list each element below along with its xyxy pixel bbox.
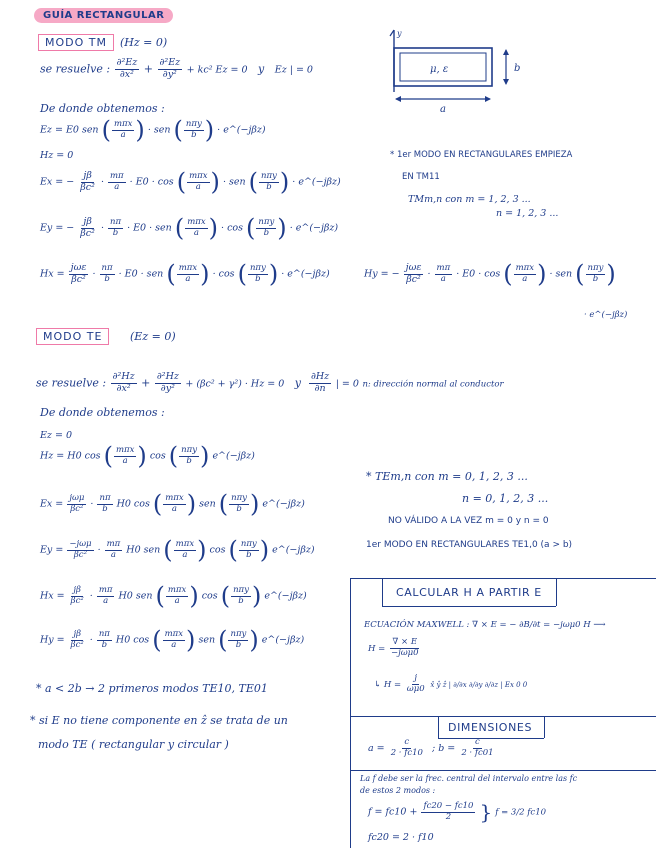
tm-ey-npy-den: b <box>263 227 270 238</box>
te-hy-npy-num: nπy <box>230 628 247 639</box>
calc-title-left-border <box>382 578 383 606</box>
tm-ey-mpx-den: a <box>193 227 199 238</box>
calc-title: CALCULAR H A PARTIR E <box>396 586 542 599</box>
dims-a-num: c <box>404 737 410 747</box>
calc-box-left-border <box>350 578 351 848</box>
dims-title: DIMENSIONES <box>448 721 533 734</box>
tm-hz-zero: Hz = 0 <box>40 150 74 161</box>
te-frac-2-num: ∂²Hz <box>156 371 179 382</box>
te-hx-lhs: Hx = <box>40 590 65 602</box>
dims-equations <box>368 738 497 759</box>
te-hy-np-num: nπ <box>98 628 110 639</box>
calc-h-lhs: H = <box>368 643 386 654</box>
mode-tm-label: MODO TM <box>38 34 114 51</box>
te-ex-lhs: Ex = <box>40 498 64 510</box>
te-note-first-mode: 1er MODO EN RECTANGULARES TE1,0 (a > b) <box>366 540 573 550</box>
te-hy-npy-den: b <box>235 639 242 650</box>
tm-frac-2-num: ∂²Ez <box>159 57 181 68</box>
tm-note-first-mode: * 1er MODO EN RECTANGULARES EMPIEZA <box>390 150 573 160</box>
tm-ex-e0cos: · E0 · cos <box>129 176 174 188</box>
tm-hx-jwe-num: jωε <box>70 261 87 273</box>
te-ey-bc2-den: βc² <box>73 549 87 560</box>
te-ex-bc2-den: βc² <box>70 503 84 514</box>
freq-num: fc20 − fc10 <box>423 800 474 811</box>
te-ey-cos: cos <box>209 544 226 556</box>
te-ex-np-den: b <box>102 503 108 514</box>
waveguide-diagram <box>384 26 534 114</box>
dims-title-right-border <box>544 716 545 738</box>
tm-hx-e0sen: · E0 · sen <box>118 268 164 280</box>
te-ey-equation: Ey = $\frac{\text{−jωμ}}{\text{βc²}}$ · $\frac{m\pi}{a}$ H0 sen ( $\frac{\text{mπx}}{a}$ ) cos ( $\frac{\text{nπy}}{b}$ ) e^(−jβz) <box>40 536 315 564</box>
tm-ex-jb-num: jβ <box>83 169 92 181</box>
tm-hx-exp: · e^(−jβz) <box>281 268 330 280</box>
te-hx-npy-num: nπy <box>233 584 249 595</box>
tm-ey-mpx-num: mπx <box>187 216 206 227</box>
tm-frac-1-num: ∂²Ez <box>116 57 138 68</box>
tm-frac-2 <box>158 58 183 81</box>
te-ex-sen: sen <box>199 498 216 510</box>
tm-ey-jb-den: βc² <box>80 227 95 239</box>
te-hy-mpx-den: a <box>171 639 177 650</box>
tm-frac-2-den: ∂y² <box>162 68 177 80</box>
te-hy-mpx-num: mπx <box>164 628 184 639</box>
tm-ez-mpx-num: mπx <box>113 118 133 129</box>
te-bc-rest: | = 0 <box>335 378 359 390</box>
diagram-material-label: μ, ε <box>430 64 449 75</box>
te-ex-npy-den: b <box>236 503 242 514</box>
freq-note-2: de estos 2 modos : <box>360 786 436 795</box>
calc-h-determinant <box>374 674 527 695</box>
te-hy-h0cos: H0 cos <box>115 634 150 646</box>
tm-ex-exp: · e^(−jβz) <box>292 176 341 188</box>
tm-ex-mpx-num: mπx <box>189 170 208 181</box>
diagram-b-label: b <box>514 63 521 74</box>
te-ey-npy-den: b <box>246 549 252 560</box>
tm-hy-e0cos: · E0 · cos <box>456 268 501 280</box>
tm-ex-mp-den: a <box>114 181 120 192</box>
te-foot-no-z-component: * si E no tiene componente en ẑ se trata de un <box>30 714 288 727</box>
te-ey-lhs: Ey = <box>40 544 64 556</box>
te-ey-mp-den: a <box>110 549 116 560</box>
tm-ez-exp: · e^(−jβz) <box>217 124 266 136</box>
tm-hx-np-num: nπ <box>101 262 113 273</box>
te-ex-h0cos: H0 cos <box>116 498 150 510</box>
tm-hx-equation: Hx = $\frac{\text{jωε}}{\text{βc²}}$ · $\frac{n\pi}{b}$ · E0 · sen ( $\frac{\text{mπx}}{a}$ ) · cos ( $\frac{\text{nπy}}{b}$ ) · e^(−jβz) <box>40 260 330 288</box>
te-ez-zero: Ez = 0 <box>40 430 72 441</box>
tm-hx-lhs: Hx = <box>40 268 65 280</box>
te-hx-mp-num: mπ <box>98 584 113 595</box>
tm-hx-cos: · cos <box>212 268 235 280</box>
tm-hy-mpx-num: mπx <box>515 262 535 273</box>
te-ey-h0sen: H0 sen <box>126 544 161 556</box>
dims-a-lhs: a = <box>368 742 385 754</box>
tm-hy-npy-den: b <box>592 273 599 284</box>
calc-h-formula <box>368 638 422 659</box>
tm-eq-rest: + kc² Ez = 0 <box>186 64 248 76</box>
te-normal-direction: n: dirección normal al conductor <box>362 379 504 390</box>
te-foot-two-modes: * a < 2b → 2 primeros modos TE10, TE01 <box>36 682 268 695</box>
tm-ex-equation: Ex = − $\frac{j\beta}{\text{βc²}}$ · $\frac{m\pi}{a}$ · E0 · cos ( $\frac{\text{mπx}}{a}$ ) · sen ( $\frac{\text{nπy}}{b}$ ) · e^(−jβz) <box>40 168 341 196</box>
te-ex-mpx-num: mπx <box>165 492 184 503</box>
te-hx-mpx-den: a <box>174 595 180 606</box>
freq-den: 2 <box>445 811 452 822</box>
te-resuelve: se resuelve : <box>36 376 107 390</box>
te-ex-jwu-num: jωμ <box>69 492 85 503</box>
tm-hy-mp-den: a <box>440 273 446 284</box>
te-note-n-values: n = 0, 1, 2, 3 ... <box>462 492 549 505</box>
tm-note-tm11: EN TM11 <box>402 172 440 182</box>
calc-h2-den: ωμ0 <box>406 683 425 694</box>
te-bc-den: ∂n <box>314 382 326 394</box>
te-eq-rest: + (βc² + γ²) · Hz = 0 <box>185 378 285 390</box>
freq-lhs: f = fc10 + <box>368 806 418 818</box>
te-hz-npy-den: b <box>186 455 192 466</box>
calc-h2-lhs: ↳ H = <box>374 679 402 690</box>
te-ex-mpx-den: a <box>171 503 177 514</box>
te-hy-lhs: Hy = <box>40 634 65 646</box>
tm-hx-npy-den: b <box>255 273 261 284</box>
tm-ez-equation: Ez = E0 sen ( $\frac{\text{mπx}}{a}$ ) · sen ( $\frac{\text{nπy}}{b}$ ) · e^(−jβz) <box>40 116 266 144</box>
tm-hy-mpx-den: a <box>522 273 528 284</box>
te-ey-mp-num: mπ <box>106 538 121 549</box>
te-note-not-valid: NO VÁLIDO A LA VEZ m = 0 y n = 0 <box>388 516 549 526</box>
calc-maxwell: ECUACIÓN MAXWELL : ∇ × E = − ∂B/∂t = −jωμ0 H ⟶ <box>364 620 606 630</box>
tm-condition: (Hz = 0) <box>120 36 168 49</box>
te-ex-npy-num: nπy <box>231 492 247 503</box>
te-hz-mpx-den: a <box>122 455 128 466</box>
tm-ey-cos: · cos <box>221 222 244 234</box>
te-hx-exp: e^(−jβz) <box>264 590 307 602</box>
tm-ey-np-den: b <box>112 227 119 238</box>
tm-ex-npy-den: b <box>266 181 272 192</box>
dims-title-left-border <box>438 716 439 738</box>
te-hx-mpx-num: mπx <box>167 584 187 595</box>
calc-h2-num: j <box>414 673 418 683</box>
te-hy-exp: e^(−jβz) <box>261 634 305 646</box>
te-hx-cos: cos <box>201 590 218 602</box>
te-hz-exp: e^(−jβz) <box>212 450 255 462</box>
dims-b-lhs: ; b = <box>431 742 456 754</box>
tm-ez-npy-num: nπy <box>185 118 202 129</box>
mode-te-label: MODO TE <box>36 328 109 345</box>
tm-hy-lhs: Hy = − <box>364 268 400 280</box>
tm-hy-mp-num: mπ <box>436 262 451 273</box>
tm-donde: De donde obtenemos : <box>40 102 165 115</box>
tm-hy-sen: · sen <box>549 268 573 280</box>
calc-box-top-border <box>350 578 656 579</box>
freq-note-1: La f debe ser la frec. central del intervalo entre las fc <box>360 774 578 783</box>
te-hz-cos: cos <box>149 450 166 462</box>
te-ey-npy-num: nπy <box>240 538 257 549</box>
te-hx-h0sen: H0 sen <box>118 590 153 602</box>
freq-formula: f = fc10 + $\frac{fc20 - fc10}{2}$ } f = 3/2 fc10 <box>368 800 547 824</box>
tm-ey-e0sen: · E0 · sen <box>127 222 172 234</box>
te-hx-mp-den: a <box>103 595 109 606</box>
tm-frac-1-den: ∂x² <box>119 68 134 80</box>
te-hx-jb-num: jβ <box>73 584 81 595</box>
tm-hx-mpx-num: mπx <box>178 262 198 273</box>
tm-ex-lhs: Ex = − <box>40 176 75 188</box>
tm-hy-equation: Hy = − $\frac{\text{jωε}}{\text{βc²}}$ · $\frac{m\pi}{a}$ · E0 · cos ( $\frac{\text{mπx}}{a}$ ) · sen ( $\frac{\text{nπy}}{b}$ ) <box>364 260 616 288</box>
tm-hy-npy-num: nπy <box>587 262 604 273</box>
te-hy-bc2-den: βc² <box>70 639 84 650</box>
te-hy-equation: Hy = $\frac{j\beta}{\text{βc²}}$ · $\frac{n\pi}{b}$ H0 cos ( $\frac{\text{mπx}}{a}$ ) sen ( $\frac{\text{nπy}}{b}$ ) e^(−jβz) <box>40 626 305 654</box>
te-foot-te-mode: modo TE ( rectangular y circular ) <box>38 738 229 751</box>
te-ex-np-num: nπ <box>99 492 111 503</box>
te-ex-exp: e^(−jβz) <box>262 498 305 510</box>
tm-ex-npy-num: nπy <box>261 170 277 181</box>
diagram-a-label: a <box>440 104 446 114</box>
dims-a-den: 2 · fc10 <box>390 747 423 758</box>
te-hx-bc2-den: βc² <box>70 595 84 606</box>
calc-title-bottom-border <box>382 606 556 607</box>
tm-hy-jwe-num: jωε <box>405 261 422 273</box>
te-ey-mpx-num: mπx <box>175 538 195 549</box>
te-donde: De donde obtenemos : <box>40 406 165 419</box>
te-hz-equation: Hz = H0 cos ( $\frac{\text{mπx}}{a}$ ) cos ( $\frac{\text{nπy}}{b}$ ) e^(−jβz) <box>40 442 255 470</box>
diagram-y-axis-label: y <box>397 29 402 38</box>
tm-ez-mpx-den: a <box>120 129 126 140</box>
te-frac-1-den: ∂x² <box>116 382 131 394</box>
te-hz-lhs: Hz = H0 cos <box>40 450 101 462</box>
tm-hx-np-den: b <box>104 273 110 284</box>
tm-ex-sen: · sen <box>222 176 246 188</box>
tm-ey-exp: · e^(−jβz) <box>289 222 339 234</box>
freq-result: f = 3/2 fc10 <box>495 807 547 818</box>
page-title: GUÍA RECTANGULAR <box>34 8 173 23</box>
te-frac-1-num: ∂²Hz <box>112 371 135 382</box>
calc-h-num: ∇ × E <box>392 637 418 647</box>
te-hx-equation: Hx = $\frac{j\beta}{\text{βc²}}$ · $\frac{m\pi}{a}$ H0 sen ( $\frac{\text{mπx}}{a}$ ) cos ( $\frac{\text{nπy}}{b}$ ) e^(−jβz) <box>40 582 307 610</box>
tm-wave-equation: se resuelve : $\frac{\text{∂²Ez}}{\text{∂x²}}$ + $\frac{\text{∂²Ez}}{\text{∂y²}}$ + kc² Ez = 0 y Ez | = 0 <box>40 57 313 80</box>
tm-ex-jb-den: βc² <box>80 181 95 193</box>
te-condition: (Ez = 0) <box>130 330 176 343</box>
te-hy-sen: sen <box>198 634 216 646</box>
tm-y: y <box>258 62 265 76</box>
te-hy-jb-num: jβ <box>73 628 81 639</box>
calc-title-right-border <box>556 578 557 606</box>
tm-ez-npy-den: b <box>191 129 197 140</box>
tm-ey-equation: Ey = − $\frac{j\beta}{\text{βc²}}$ · $\frac{n\pi}{b}$ · E0 · sen ( $\frac{\text{mπx}}{a}$ ) · cos ( $\frac{\text{nπy}}{b}$ ) · e^(−jβz) <box>40 214 339 242</box>
te-ey-jwu-num: −jωμ <box>69 538 92 549</box>
dims-b-num: c <box>475 737 480 747</box>
tm-hx-npy-num: nπy <box>249 262 266 273</box>
te-wave-equation: se resuelve : $\frac{\text{∂²Hz}}{\text{∂x²}}$ + $\frac{\text{∂²Hz}}{\text{∂y²}}$ + (βc² + γ²) · Hz = 0 y $\frac{\partial Hz}{\partial n}$ | = 0 n: dirección normal al conductor <box>36 371 504 394</box>
freq-top-border <box>350 770 656 771</box>
tm-hy-exp: · e^(−jβz) <box>584 310 628 320</box>
dims-top-border <box>350 716 656 717</box>
tm-ey-jb-num: jβ <box>83 215 92 227</box>
calc-det: x̂ ŷ ẑ | ∂/∂x ∂/∂y ∂/∂z | Ex 0 0 <box>430 680 528 689</box>
te-frac-2-den: ∂y² <box>160 382 175 394</box>
te-ex-equation: Ex = $\frac{\text{jωμ}}{\text{βc²}}$ · $\frac{n\pi}{b}$ H0 cos ( $\frac{\text{mπx}}{a}$ ) sen ( $\frac{\text{nπy}}{b}$ ) e^(−jβz) <box>40 490 305 518</box>
tm-note-m-values: TMm,n con m = 1, 2, 3 ... <box>408 194 531 205</box>
tm-ey-npy-num: nπy <box>258 216 275 227</box>
freq-fc20: fc20 = 2 · f10 <box>368 832 434 843</box>
te-hy-np-den: b <box>101 639 108 650</box>
tm-resuelve: se resuelve : <box>40 62 111 76</box>
tm-hx-jwe-den: βc² <box>71 273 86 285</box>
te-ey-exp: e^(−jβz) <box>272 544 315 556</box>
tm-ey-np-num: nπ <box>109 216 122 227</box>
te-hz-npy-num: nπy <box>181 444 198 455</box>
tm-ez-lhs: Ez = E0 sen <box>40 124 99 136</box>
tm-bc: Ez | = 0 <box>274 64 313 76</box>
tm-hx-mpx-den: a <box>185 273 191 284</box>
dims-b-den: 2 · fc01 <box>461 747 494 758</box>
tm-ez-sen: · sen <box>147 124 171 136</box>
tm-frac-1 <box>115 58 140 81</box>
te-hx-npy-den: b <box>238 595 244 606</box>
calc-h-den: −jωμ0 <box>390 647 419 658</box>
tm-note-n-values: n = 1, 2, 3 ... <box>496 208 559 219</box>
te-bc-num: ∂Hz <box>310 371 330 382</box>
tm-ex-mpx-den: a <box>195 181 201 192</box>
te-note-modes: * TEm,n con m = 0, 1, 2, 3 ... <box>366 470 528 483</box>
te-y: y <box>294 376 301 390</box>
tm-ex-mp-num: mπ <box>109 170 124 181</box>
te-hz-mpx-num: mπx <box>115 444 135 455</box>
te-ey-mpx-den: a <box>182 549 188 560</box>
tm-ey-lhs: Ey = − <box>40 222 75 234</box>
tm-hy-jwe-den: βc² <box>406 273 421 285</box>
